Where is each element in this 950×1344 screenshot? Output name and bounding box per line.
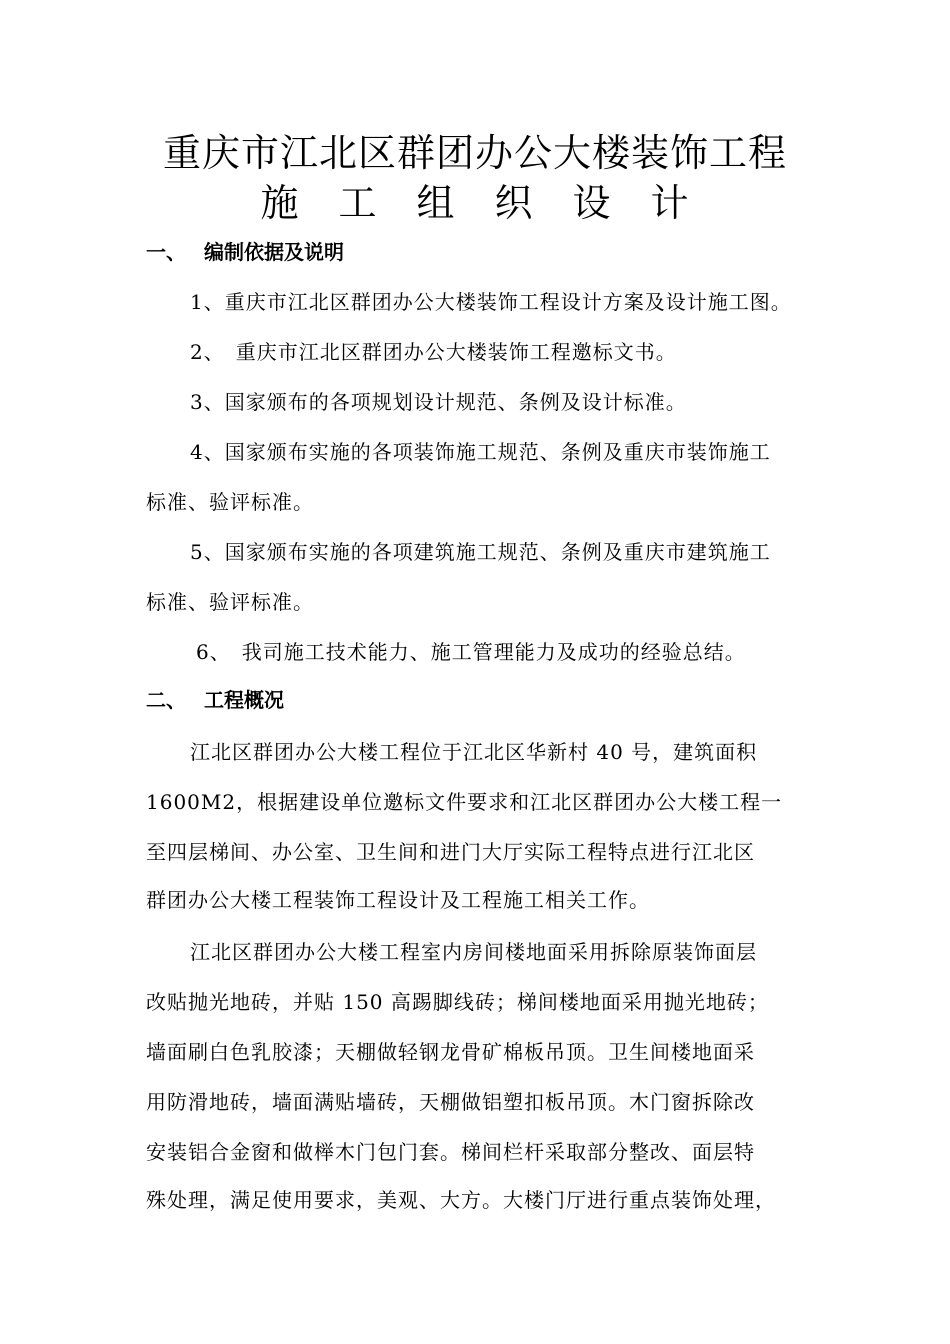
paragraph-line: 殊处理，满足使用要求，美观、大方。大楼门厅进行重点装饰处理， — [146, 1188, 776, 1212]
paragraph-line: 墙面刷白色乳胶漆；天棚做轻钢龙骨矿棉板吊顶。卫生间楼地面采 — [146, 1040, 755, 1064]
paragraph-line: 3、国家颁布的各项规划设计规范、条例及设计标准。 — [190, 390, 687, 414]
paragraph-line: 2、 重庆市江北区群团办公大楼装饰工程邀标文书。 — [190, 340, 677, 364]
paragraph-line: 1、重庆市江北区群团办公大楼装饰工程设计方案及设计施工图。 — [190, 290, 792, 314]
section-title: 编制依据及说明 — [204, 240, 344, 264]
section-heading — [146, 238, 344, 266]
paragraph-line: 用防滑地砖，墙面满贴墙砖，天棚做铝塑扣板吊顶。木门窗拆除改 — [146, 1090, 755, 1114]
paragraph-line: 标准、验评标准。 — [146, 590, 314, 614]
paragraph-line: 标准、验评标准。 — [146, 490, 314, 514]
paragraph-line: 至四层梯间、办公室、卫生间和进门大厅实际工程特点进行江北区 — [146, 840, 755, 864]
section-title: 工程概况 — [204, 688, 284, 712]
paragraph-line: 6、 我司施工技术能力、施工管理能力及成功的经验总结。 — [196, 640, 746, 664]
paragraph-line: 1600M2，根据建设单位邀标文件要求和江北区群团办公大楼工程一 — [146, 790, 783, 814]
section-number: 一、 — [146, 240, 186, 264]
paragraph-line: 4、国家颁布实施的各项装饰施工规范、条例及重庆市装饰施工 — [190, 440, 771, 464]
paragraph-line: 群团办公大楼工程装饰工程设计及工程施工相关工作。 — [146, 888, 650, 912]
paragraph-line: 安装铝合金窗和做榉木门包门套。梯间栏杆采取部分整改、面层特 — [146, 1140, 755, 1164]
section-number: 二、 — [146, 688, 186, 712]
section-heading — [146, 686, 284, 714]
document-title: 重庆市江北区群团办公大楼装饰工程 — [162, 131, 787, 175]
paragraph-line: 5、国家颁布实施的各项建筑施工规范、条例及重庆市建筑施工 — [190, 540, 771, 564]
paragraph-line: 江北区群团办公大楼工程位于江北区华新村 40 号，建筑面积 — [190, 740, 758, 764]
paragraph-line: 江北区群团办公大楼工程室内房间楼地面采用拆除原装饰面层 — [190, 940, 757, 964]
document-subtitle: 施 工 组 织 设 计 — [260, 181, 690, 225]
paragraph-line: 改贴抛光地砖，并贴 150 高踢脚线砖；梯间楼地面采用抛光地砖； — [146, 990, 769, 1014]
